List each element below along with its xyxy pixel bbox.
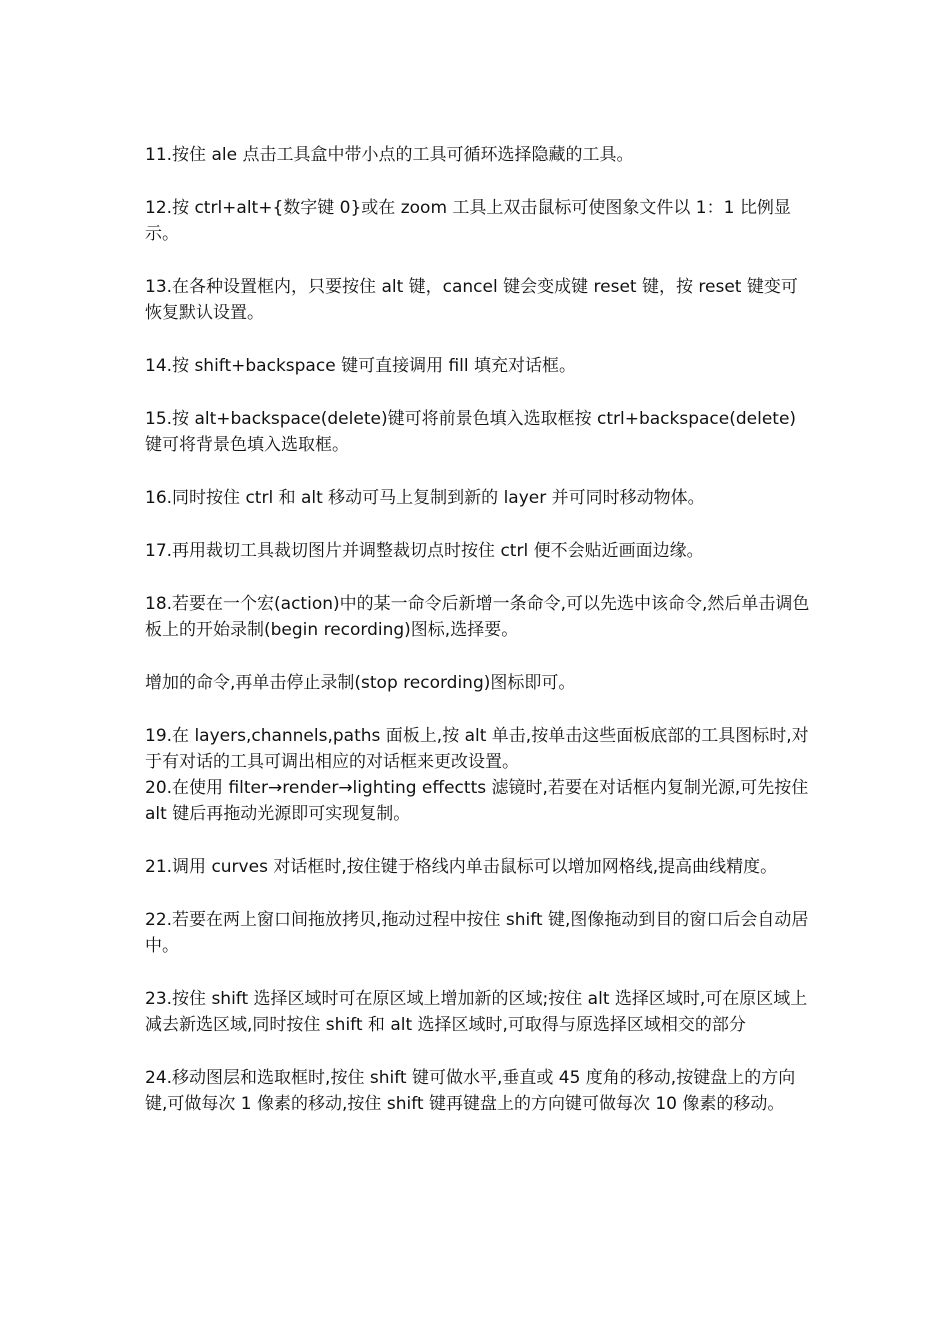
paragraph-11: 11.按住 ale 点击工具盒中带小点的工具可循环选择隐藏的工具。 <box>145 145 634 165</box>
paragraph-12: 12.按 ctrl+alt+{数字键 0}或在 zoom 工具上双击鼠标可使图象文件以 1：1 比例显示。 <box>145 198 791 244</box>
paragraph-20: 20.在使用 filter→render→lighting effectts 滤镜时,若要在对话框内复制光源,可先按住 alt 键后再拖动光源即可实现复制。 <box>145 778 809 824</box>
paragraph-19: 19.在 layers,channels,paths 面板上,按 alt 单击,按单击这些面板底部的工具图标时,对于有对话的工具可调出相应的对话框来更改设置。 <box>145 726 809 772</box>
paragraph-24: 24.移动图层和选取框时,按住 shift 键可做水平,垂直或 45 度角的移动,按键盘上的方向键,可做每次 1 像素的移动,按住 shift 键再键盘上的方向键可做每次 10 像素的移动。 <box>145 1068 796 1114</box>
paragraph-15: 15.按 alt+backspace(delete)键可将前景色填入选取框按 ctrl+backspace(delete)键可将背景色填入选取框。 <box>145 409 797 455</box>
paragraph-18: 18.若要在一个宏(action)中的某一命令后新增一条命令,可以先选中该命令,然后单击调色板上的开始录制(begin recording)图标,选择要。 <box>145 594 810 640</box>
paragraph-13: 13.在各种设置框内，只要按住 alt 键，cancel 键会变成键 reset 键，按 reset 键变可恢复默认设置。 <box>145 277 798 323</box>
paragraph-23: 23.按住 shift 选择区域时可在原区域上增加新的区域;按住 alt 选择区域时,可在原区域上减去新选区域,同时按住 shift 和 alt 选择区域时,可取得与原选择区域相交的部分 <box>145 989 808 1035</box>
paragraph-16: 16.同时按住 ctrl 和 alt 移动可马上复制到新的 layer 并可同时移动物体。 <box>145 488 705 508</box>
paragraph-21: 21.调用 curves 对话框时,按住键于格线内单击鼠标可以增加网格线,提高曲线精度。 <box>145 857 778 877</box>
document-body <box>145 142 810 1144</box>
paragraph-17: 17.再用裁切工具裁切图片并调整裁切点时按住 ctrl 便不会贴近画面边缘。 <box>145 541 704 561</box>
paragraph-22: 22.若要在两上窗口间拖放拷贝,拖动过程中按住 shift 键,图像拖动到目的窗口后会自动居中。 <box>145 910 809 956</box>
paragraph-18-continued: 增加的命令,再单击停止录制(stop recording)图标即可。 <box>145 673 576 693</box>
paragraph-14: 14.按 shift+backspace 键可直接调用 fill 填充对话框。 <box>145 356 577 376</box>
